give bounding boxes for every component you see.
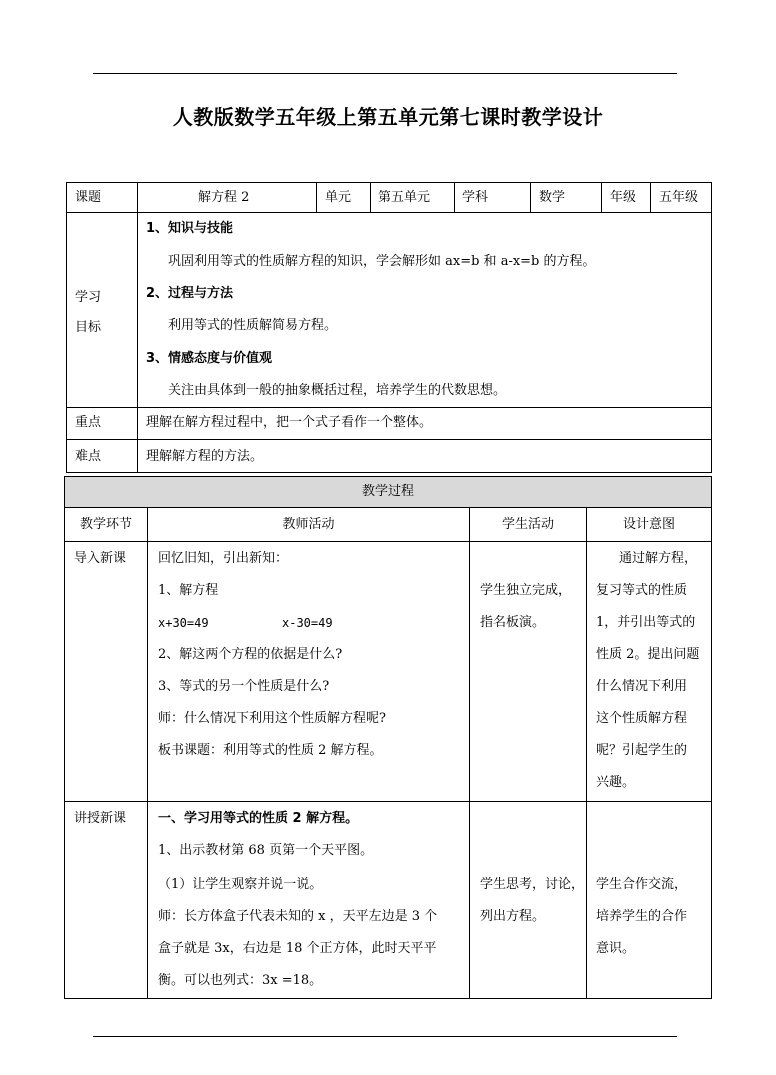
intro-equation-2: x-30=49 (282, 616, 333, 630)
teach-student-line: 列出方程。 (480, 909, 546, 924)
teach-heading: 一、学习用等式的性质 2 解方程。 (158, 811, 359, 826)
difficulty-label-cell (66, 439, 138, 473)
header-rule (93, 73, 677, 74)
goal-text-1: 巩固利用等式的性质解方程的知识，学会解形如 ax=b 和 a-x=b 的方程。 (168, 254, 596, 269)
intro-teacher-line: 2、解这两个方程的依据是什么? (158, 647, 343, 662)
intro-teacher-line: 师：什么情况下利用这个性质解方程呢? (158, 711, 386, 726)
goal-heading-1: 1、知识与技能 (146, 221, 234, 236)
teach-teacher-line: 盒子就是 3x，右边是 18 个正方体，此时天平平 (158, 941, 437, 956)
intro-intent-line: 1，并引出等式的 (596, 615, 696, 630)
intro-intent-line: 通过解方程， (619, 551, 698, 566)
teach-intent-line: 意识。 (596, 941, 636, 956)
intro-student-line: 学生独立完成， (480, 583, 572, 598)
grade-label: 年级 (610, 190, 637, 205)
col-header-stage-text: 教学环节 (79, 517, 132, 532)
intro-teacher-line: 板书课题：利用等式的性质 2 解方程。 (158, 743, 383, 758)
col-header-teacher (147, 507, 470, 542)
info-cell (316, 182, 371, 213)
col-header-student-text: 学生活动 (501, 517, 554, 532)
intro-intent-line: 复习等式的性质 (596, 583, 688, 598)
teach-intent-line: 学生合作交流， (596, 877, 688, 892)
goals-label-2: 目标 (75, 320, 102, 335)
difficulty-text: 理解解方程的方法。 (146, 449, 264, 464)
goals-label-1: 学习 (75, 290, 102, 305)
difficulty-text-cell (137, 439, 712, 473)
teach-teacher-line: （1）让学生观察并说一说。 (158, 877, 323, 892)
info-cell (454, 182, 531, 213)
goals-label-cell (66, 212, 138, 408)
col-header-stage (64, 507, 148, 542)
teach-teacher-line: 衡。可以也列式：3x =18。 (158, 973, 323, 988)
intro-intent-line: 兴趣。 (596, 775, 636, 790)
goal-heading-3: 3、情感态度与价值观 (146, 351, 273, 366)
intro-student-line: 指名板演。 (480, 615, 546, 630)
teach-intent-cell (586, 801, 712, 999)
teach-teacher-cell (147, 801, 470, 999)
teach-stage-cell (64, 801, 148, 999)
process-header-text: 教学过程 (361, 484, 414, 499)
teach-teacher-line: 师：长方体盒子代表未知的 x ，天平左边是 3 个 (158, 909, 438, 924)
intro-student-cell (469, 541, 587, 802)
info-cell (137, 182, 317, 213)
intro-stage: 导入新课 (74, 551, 127, 566)
intro-intent-line: 性质 2。提出问题 (596, 647, 700, 662)
col-header-teacher-text: 教师活动 (282, 517, 335, 532)
intro-stage-cell (64, 541, 148, 802)
info-cell (650, 182, 712, 213)
intro-equation-1: x+30=49 (158, 616, 209, 630)
info-cell (530, 182, 602, 213)
intro-intent-line: 呢？引起学生的 (596, 743, 688, 758)
intro-intent-line: 这个性质解方程 (596, 711, 688, 726)
key-text: 理解在解方程过程中，把一个式子看作一个整体。 (146, 415, 433, 430)
process-header (64, 476, 712, 508)
page-title: 人教版数学五年级上第五单元第七课时教学设计 (172, 105, 604, 129)
teach-student-cell (469, 801, 587, 999)
goals-content-cell (137, 212, 712, 408)
intro-teacher-cell (147, 541, 470, 802)
intro-teacher-line: 回忆旧知，引出新知： (158, 551, 289, 566)
teach-teacher-line: 1、出示教材第 68 页第一个天平图。 (158, 843, 374, 858)
col-header-intent-text: 设计意图 (622, 517, 675, 532)
topic-label: 课题 (75, 190, 102, 205)
key-label: 重点 (75, 415, 102, 430)
intro-teacher-line: 1、解方程 (158, 583, 219, 598)
unit-label: 单元 (325, 190, 352, 205)
topic-value: 解方程 2 (198, 190, 250, 205)
teach-intent-line: 培养学生的合作 (596, 909, 688, 924)
key-text-cell (137, 407, 712, 440)
grade-value: 五年级 (659, 190, 699, 205)
teach-stage: 讲授新课 (74, 811, 127, 826)
info-cell (370, 182, 455, 213)
intro-intent-line: 什么情况下利用 (596, 679, 688, 694)
col-header-intent (586, 507, 712, 542)
info-cell (601, 182, 651, 213)
subject-value: 数学 (539, 190, 566, 205)
goal-heading-2: 2、过程与方法 (146, 286, 234, 301)
footer-rule (93, 1036, 677, 1037)
intro-intent-cell (586, 541, 712, 802)
teach-student-line: 学生思考，讨论， (480, 877, 585, 892)
intro-teacher-line: 3、等式的另一个性质是什么? (158, 679, 330, 694)
unit-value: 第五单元 (378, 190, 431, 205)
goal-text-2: 利用等式的性质解简易方程。 (168, 318, 338, 333)
goal-text-3: 关注由具体到一般的抽象概括过程，培养学生的代数思想。 (168, 383, 507, 398)
subject-label: 学科 (462, 190, 489, 205)
difficulty-label: 难点 (75, 449, 102, 464)
key-label-cell (66, 407, 138, 440)
col-header-student (469, 507, 587, 542)
info-cell (66, 182, 138, 213)
